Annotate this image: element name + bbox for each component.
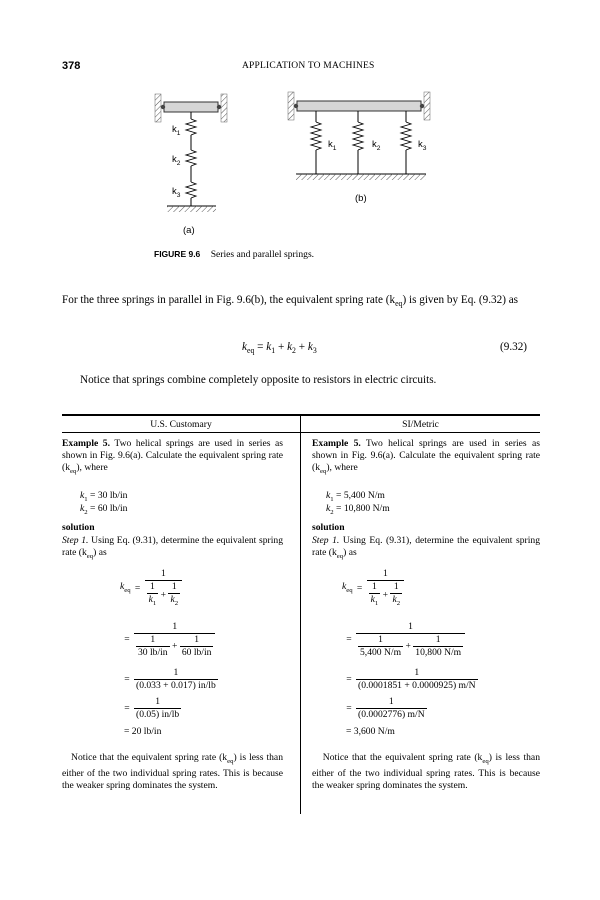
left-result: = 20 lb/in [124, 726, 162, 737]
wall-left-a [155, 94, 161, 122]
figure-springs [150, 88, 440, 234]
left-given-1: $k_1 = 30$ lb/in [80, 490, 128, 503]
label-a-k2: $k_2$ [172, 154, 181, 167]
equation-number: (9.32) [500, 341, 528, 353]
label-part-b: (b) [355, 193, 367, 204]
wall-right-a [221, 94, 227, 122]
right-step: Step 1. Using Eq. (9.31), determine the equivalent spring rate $(k_{eq})$ as [312, 535, 540, 560]
intro-paragraph-2: Notice that springs combine completely opposite to resistors in electric circuits. [80, 374, 437, 386]
left-eq-line-2: = 1 $\frac{1}{30 lb/in}$ + $\frac{1}{60 lb/in}$ [120, 621, 215, 659]
spring-k3-a [186, 182, 196, 198]
right-solution: solution [312, 522, 345, 533]
right-eq-line-2: = 1 $\frac{1}{5,400 N/m}$ + $\frac{1}{10,800 N/m}$ [342, 621, 465, 659]
left-eq-line-4: = $\frac{1}{(0.05) in/lb}$ [124, 696, 180, 720]
spring-k3-b [401, 122, 411, 150]
label-a-k3: $k_3$ [172, 186, 181, 199]
parallel-springs-diagram [288, 92, 430, 180]
table-divider [300, 414, 301, 814]
spring-k1-b [311, 122, 321, 150]
bar-a [164, 102, 218, 112]
left-example: Example 5. Two helical springs are used in series as shown in Fig. 9.6(a). Calculate the equivalent spring rate $(k_{eq})$, where [62, 438, 283, 475]
left-note: Notice that the equivalent spring rate $(k_{eq})$ is less than either of the two individual spring rates. This is because the weaker spring dominates the system. [62, 752, 283, 791]
right-given-2: $k_2 = 10,800$ N/m [326, 503, 390, 516]
equation-9-32: $k_{eq} = k_1 + k_2 + k_3$ [242, 341, 317, 356]
right-eq-line-4: = $\frac{1}{(0.0002776) m/N}$ [346, 696, 425, 720]
ground-b [296, 174, 426, 180]
bar-b [297, 101, 421, 111]
left-eq-line-1: $k_{eq}$ = 1 $\frac{1}{k_1}$ + $\frac{1}{k_2}$ [120, 568, 182, 610]
left-given-2: $k_2 = 60$ lb/in [80, 503, 128, 516]
right-given-1: $k_1 = 5,400$ N/m [326, 490, 385, 503]
right-result: = 3,600 N/m [346, 726, 395, 737]
right-eq-line-1: $k_{eq}$ = 1 $\frac{1}{k_1}$ + $\frac{1}{k_2}$ [342, 568, 404, 610]
ground-a [167, 206, 216, 212]
left-eq-line-3: = $\frac{1}{(0.033 + 0.017) in/lb}$ [124, 667, 216, 691]
right-example: Example 5. Two helical springs are used in series as shown in Fig. 9.6(a). Calculate the equivalent spring rate $(k_{eq})$, where [312, 438, 540, 475]
label-a-k1: $k_1$ [172, 124, 181, 137]
label-part-a: (a) [183, 225, 195, 236]
running-title: APPLICATION TO MACHINES [242, 61, 375, 71]
left-solution: solution [62, 522, 95, 533]
right-eq-line-3: = $\frac{1}{(0.0001851 + 0.0000925) m/N}$ [346, 667, 476, 691]
spring-k1-a [186, 119, 196, 135]
right-note: Notice that the equivalent spring rate $(k_{eq})$ is less than either of the two individual spring rates. This is because the weaker spring dominates the system. [312, 752, 540, 791]
intro-paragraph: For the three springs in parallel in Fig. 9.6(b), the equivalent spring rate $(k_{eq})$ is given by Eq. (9.32) as [62, 294, 519, 309]
col-header-us: U.S. Customary [150, 419, 212, 430]
series-springs-diagram [155, 94, 227, 212]
table-top-rule [62, 414, 540, 416]
label-b-k2: $k_2$ [372, 139, 381, 152]
page-number: 378 [62, 60, 81, 72]
left-step: Step 1. Using Eq. (9.31), determine the equivalent spring rate $(k_{eq})$ as [62, 535, 283, 560]
wall-left-b [288, 92, 294, 120]
wall-right-b [424, 92, 430, 120]
label-b-k3: $k_3$ [418, 139, 427, 152]
figure-caption: FIGURE 9.6 Series and parallel springs. [154, 249, 315, 260]
spring-k2-a [186, 150, 196, 166]
table-header-rule [62, 432, 540, 433]
col-header-si: SI/Metric [402, 419, 439, 430]
spring-k2-b [353, 122, 363, 150]
label-b-k1: $k_1$ [328, 139, 337, 152]
